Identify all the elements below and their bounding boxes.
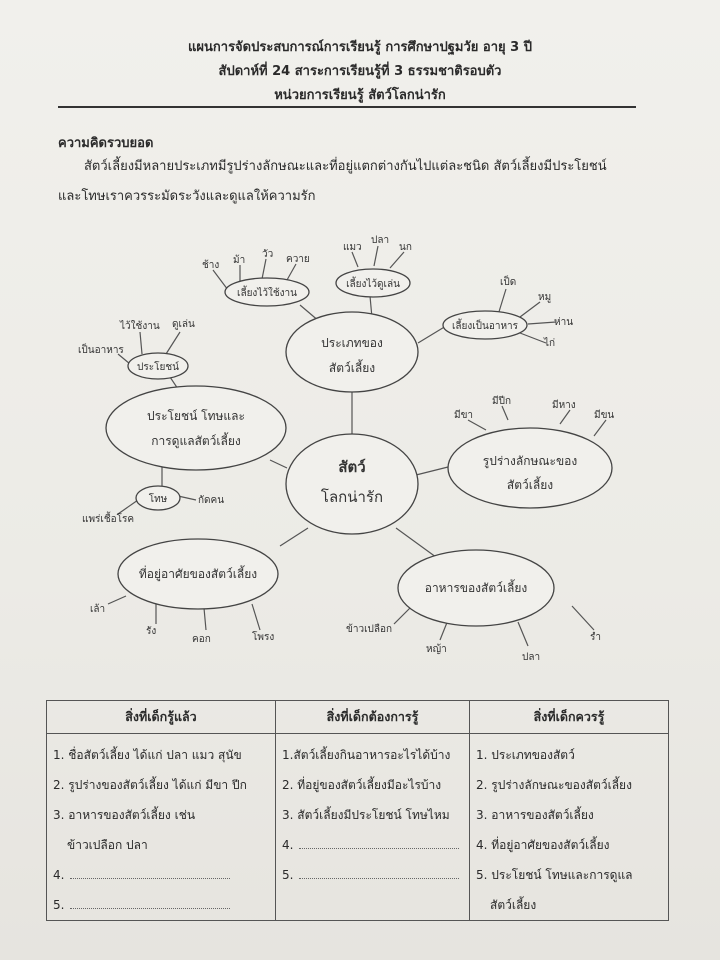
- known-header: สิ่งที่เด็กรู้แล้ว: [47, 701, 276, 734]
- leaf-harm-disease: แพร่เชื้อโรค: [82, 514, 135, 525]
- leaf-food-fish: ปลา: [522, 652, 541, 663]
- shape-label-1: รูปร่างลักษณะของ: [482, 454, 578, 468]
- leaf-good-play: ดูเล่น: [172, 319, 195, 330]
- known-item-5: 5.: [53, 890, 269, 920]
- leaf-shape-fur: มีขน: [594, 410, 615, 421]
- shape-label-2: สัตว์เลี้ยง: [506, 478, 554, 492]
- leaf-habitat-nest: รัง: [146, 626, 157, 637]
- concept-heading: ความคิดรวบยอด: [58, 136, 154, 151]
- kwl-header-row: [47, 701, 669, 734]
- should-item-5-cont: สัตว์เลี้ยง: [490, 898, 537, 912]
- food-label: อาหารของสัตว์เลี้ยง: [424, 581, 528, 595]
- leaf-good-food: เป็นอาหาร: [78, 345, 124, 356]
- should-item-2: 2. รูปร่างลักษณะของสัตว์เลี้ยง: [476, 778, 632, 792]
- want-item-4: 4.: [282, 830, 463, 860]
- leaf-work-buffalo: ควาย: [286, 254, 310, 265]
- leaf-habitat-coop: เล้า: [90, 604, 106, 615]
- want-item-3: 3. สัตว์เลี้ยงมีประโยชน์ โทษไหม: [282, 808, 450, 822]
- leaf-shape-wings: มีปีก: [492, 396, 511, 407]
- want-header: สิ่งที่เด็กต้องการรู้: [276, 701, 470, 734]
- harm-label: โทษ: [148, 494, 168, 505]
- should-item-5: 5. ประโยชน์ โทษและการดูแล: [476, 868, 633, 882]
- center-label-1: สัตว์: [338, 458, 366, 476]
- want-item-1: 1.สัตว์เลี้ยงกินอาหารอะไรได้บ้าง: [282, 748, 451, 762]
- should-header: สิ่งที่เด็กควรรู้: [470, 701, 669, 734]
- leaf-food-grass: หญ้า: [426, 644, 447, 655]
- good-label: ประโยชน์: [137, 362, 179, 373]
- leaf-food-chicken: ไก่: [544, 338, 556, 349]
- leaf-habitat-hole: โพรง: [252, 632, 275, 643]
- known-item-2: 2. รูปร่างของสัตว์เลี้ยง ได้แก่ มีขา ปีก: [53, 778, 247, 792]
- leaf-work-elephant: ช้าง: [202, 260, 220, 271]
- leaf-pet-fish: ปลา: [371, 235, 390, 246]
- type-label-1: ประเภทของ: [321, 336, 383, 350]
- should-item-3: 3. อาหารของสัตว์เลี้ยง: [476, 808, 594, 822]
- leaf-food-bran: รำ: [590, 632, 601, 643]
- center-node: [286, 434, 418, 534]
- type-label-2: สัตว์เลี้ยง: [328, 361, 376, 375]
- should-item-1: 1. ประเภทของสัตว์: [476, 748, 575, 762]
- week-subject: สัปดาห์ที่ 24 สาระการเรียนรู้ที่ 3 ธรรมชาติรอบตัว: [218, 64, 502, 79]
- known-item-1: 1. ชื่อสัตว์เลี้ยง ได้แก่ ปลา แมว สุนัข: [53, 748, 242, 762]
- kwl-body-row: [47, 734, 669, 921]
- want-column: [276, 734, 470, 921]
- want-item-2: 2. ที่อยู่ของสัตว์เลี้ยงมีอะไรบ้าง: [282, 778, 442, 792]
- plan-title: แผนการจัดประสบการณ์การเรียนรู้ การศึกษาปฐมวัย อายุ 3 ปี: [188, 40, 532, 55]
- concept-line-1: สัตว์เลี้ยงมีหลายประเภทมีรูปร่างลักษณะและที่อยู่แตกต่างกันไปแต่ละชนิด สัตว์เลี้ยงมีประโยชน์: [84, 159, 607, 174]
- leaf-shape-legs: มีขา: [454, 410, 474, 421]
- benefit-label-1: ประโยชน์ โทษและ: [147, 409, 245, 423]
- type-node: [286, 312, 418, 392]
- leaf-food-pig: หมู: [538, 292, 552, 303]
- leaf-habitat-pen: คอก: [192, 634, 211, 645]
- benefit-label-2: การดูแลสัตว์เลี้ยง: [151, 434, 241, 448]
- leaf-food-duck: เป็ด: [500, 277, 517, 288]
- work-label: เลี้ยงไว้ใช้งาน: [237, 288, 297, 299]
- leaf-pet-cat: แมว: [343, 242, 362, 253]
- known-column: [47, 734, 276, 921]
- leaf-harm-bite: กัดคน: [198, 495, 225, 506]
- center-label-2: โลกน่ารัก: [320, 488, 384, 506]
- unit-title: หน่วยการเรียนรู้ สัตว์โลกน่ารัก: [274, 88, 446, 103]
- known-item-3: 3. อาหารของสัตว์เลี้ยง เช่น: [53, 808, 196, 822]
- should-column: [470, 734, 669, 921]
- leaf-food-goose: ห่าน: [554, 317, 574, 328]
- leaf-shape-tail: มีหาง: [552, 400, 576, 411]
- known-item-3-cont: ข้าวเปลือก ปลา: [67, 838, 148, 852]
- leaf-work-cow: วัว: [262, 249, 274, 260]
- should-item-4: 4. ที่อยู่อาศัยของสัตว์เลี้ยง: [476, 838, 610, 852]
- shape-node: [448, 428, 612, 508]
- leaf-food-paddy: ข้าวเปลือก: [346, 624, 393, 635]
- habitat-label: ที่อยู่อาศัยของสัตว์เลี้ยง: [138, 567, 258, 581]
- benefit-node: [106, 386, 286, 470]
- leaf-pet-bird: นก: [399, 242, 412, 253]
- food-sub-label: เลี้ยงเป็นอาหาร: [451, 321, 519, 332]
- leaf-work-horse: ม้า: [233, 255, 246, 266]
- pet-label: เลี้ยงไว้ดูเล่น: [346, 279, 400, 290]
- kwl-table: [46, 700, 669, 921]
- concept-line-2: และโทษเราควรระมัดระวังและดูแลให้ความรัก: [58, 189, 316, 204]
- want-item-5: 5.: [282, 860, 463, 890]
- known-item-4: 4.: [53, 860, 269, 890]
- leaf-good-work: ไว้ใช้งาน: [120, 321, 160, 332]
